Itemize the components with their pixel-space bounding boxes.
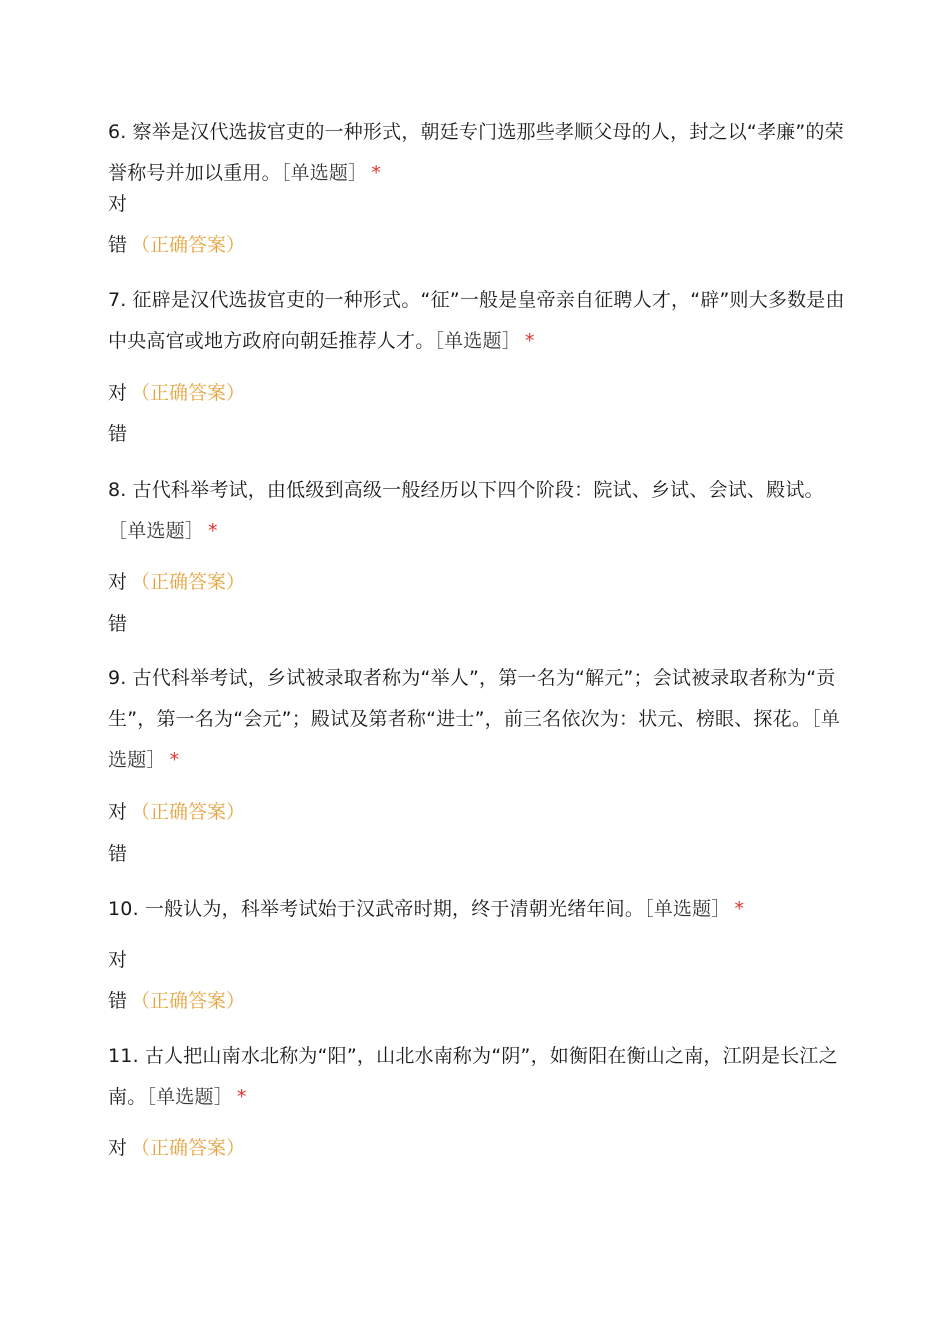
option-label: 对	[108, 193, 128, 215]
correct-answer-tag: （正确答案）	[131, 571, 246, 593]
option-false[interactable]	[108, 989, 245, 1013]
option-label: 错	[108, 843, 128, 865]
question-7	[108, 280, 848, 445]
question-10	[108, 889, 848, 1012]
question-number: 11.	[108, 1045, 139, 1067]
option-label: 对	[108, 1137, 128, 1159]
question-number: 9.	[108, 667, 127, 689]
question-stem	[108, 1036, 848, 1118]
option-true[interactable]	[108, 1136, 245, 1160]
question-text: 古人把山南水北称为“阳”，山北水南称为“阴”，如衡阳在衡山之南，江阴是长江之南。	[108, 1045, 838, 1108]
question-text: 古代科举考试，由低级到高级一般经历以下四个阶段：院试、乡试、会试、殿试。	[132, 479, 824, 501]
question-stem	[108, 470, 848, 552]
option-label: 错	[108, 234, 128, 256]
question-text: 一般认为，科举考试始于汉武帝时期，终于清朝光绪年间。	[144, 898, 645, 920]
option-label: 对	[108, 382, 128, 404]
option-true[interactable]	[108, 192, 131, 216]
option-label: 错	[108, 423, 128, 445]
required-mark: *	[236, 1086, 247, 1108]
required-mark: *	[734, 898, 745, 920]
question-8	[108, 470, 848, 635]
question-9	[108, 658, 848, 865]
question-number: 8.	[108, 479, 127, 501]
question-type-tag: ［单选题］	[108, 708, 840, 771]
option-true[interactable]	[108, 800, 245, 824]
question-stem	[108, 658, 848, 781]
question-text: 察举是汉代选拔官吏的一种形式，朝廷专门选那些孝顺父母的人，封之以“孝廉”的荣誉称号并加以重用。	[108, 121, 844, 184]
question-number: 7.	[108, 289, 127, 311]
option-false[interactable]	[108, 842, 131, 866]
option-label: 对	[108, 949, 128, 971]
option-true[interactable]	[108, 948, 131, 972]
correct-answer-tag: （正确答案）	[131, 990, 246, 1012]
correct-answer-tag: （正确答案）	[131, 234, 246, 256]
question-number: 10.	[108, 898, 139, 920]
correct-answer-tag: （正确答案）	[131, 801, 246, 823]
option-label: 对	[108, 801, 128, 823]
question-stem	[108, 112, 848, 194]
option-label: 对	[108, 571, 128, 593]
question-type-tag: ［单选题］	[146, 1086, 233, 1108]
correct-answer-tag: （正确答案）	[131, 1137, 246, 1159]
question-type-tag: ［单选题］	[644, 898, 731, 920]
question-stem	[108, 889, 848, 930]
required-mark: *	[524, 330, 535, 352]
question-stem	[108, 280, 848, 362]
question-11	[108, 1036, 848, 1159]
required-mark: *	[208, 520, 218, 542]
question-type-tag: ［单选题］	[108, 520, 205, 542]
question-type-tag: ［单选题］	[280, 162, 368, 184]
question-text: 征辟是汉代选拔官吏的一种形式。“征”一般是皇帝亲自征聘人才，“辟”则大多数是由中央高官或地方政府向朝廷推荐人才。	[108, 289, 845, 352]
option-true[interactable]	[108, 570, 245, 594]
option-false[interactable]	[108, 612, 131, 636]
question-text: 古代科举考试，乡试被录取者称为“举人”，第一名为“解元”；会试被录取者称为“贡生”，第一名为“会元”；殿试及第者称“进士”，前三名依次为：状元、榜眼、探花。	[108, 667, 836, 730]
option-false[interactable]	[108, 422, 131, 446]
option-true[interactable]	[108, 381, 245, 405]
required-mark: *	[169, 749, 180, 771]
option-false[interactable]	[108, 233, 245, 257]
correct-answer-tag: （正确答案）	[131, 382, 246, 404]
question-6	[108, 112, 848, 256]
question-type-tag: ［单选题］	[434, 330, 521, 352]
option-label: 错	[108, 990, 128, 1012]
required-mark: *	[371, 162, 382, 184]
option-label: 错	[108, 613, 128, 635]
question-number: 6.	[108, 121, 127, 143]
